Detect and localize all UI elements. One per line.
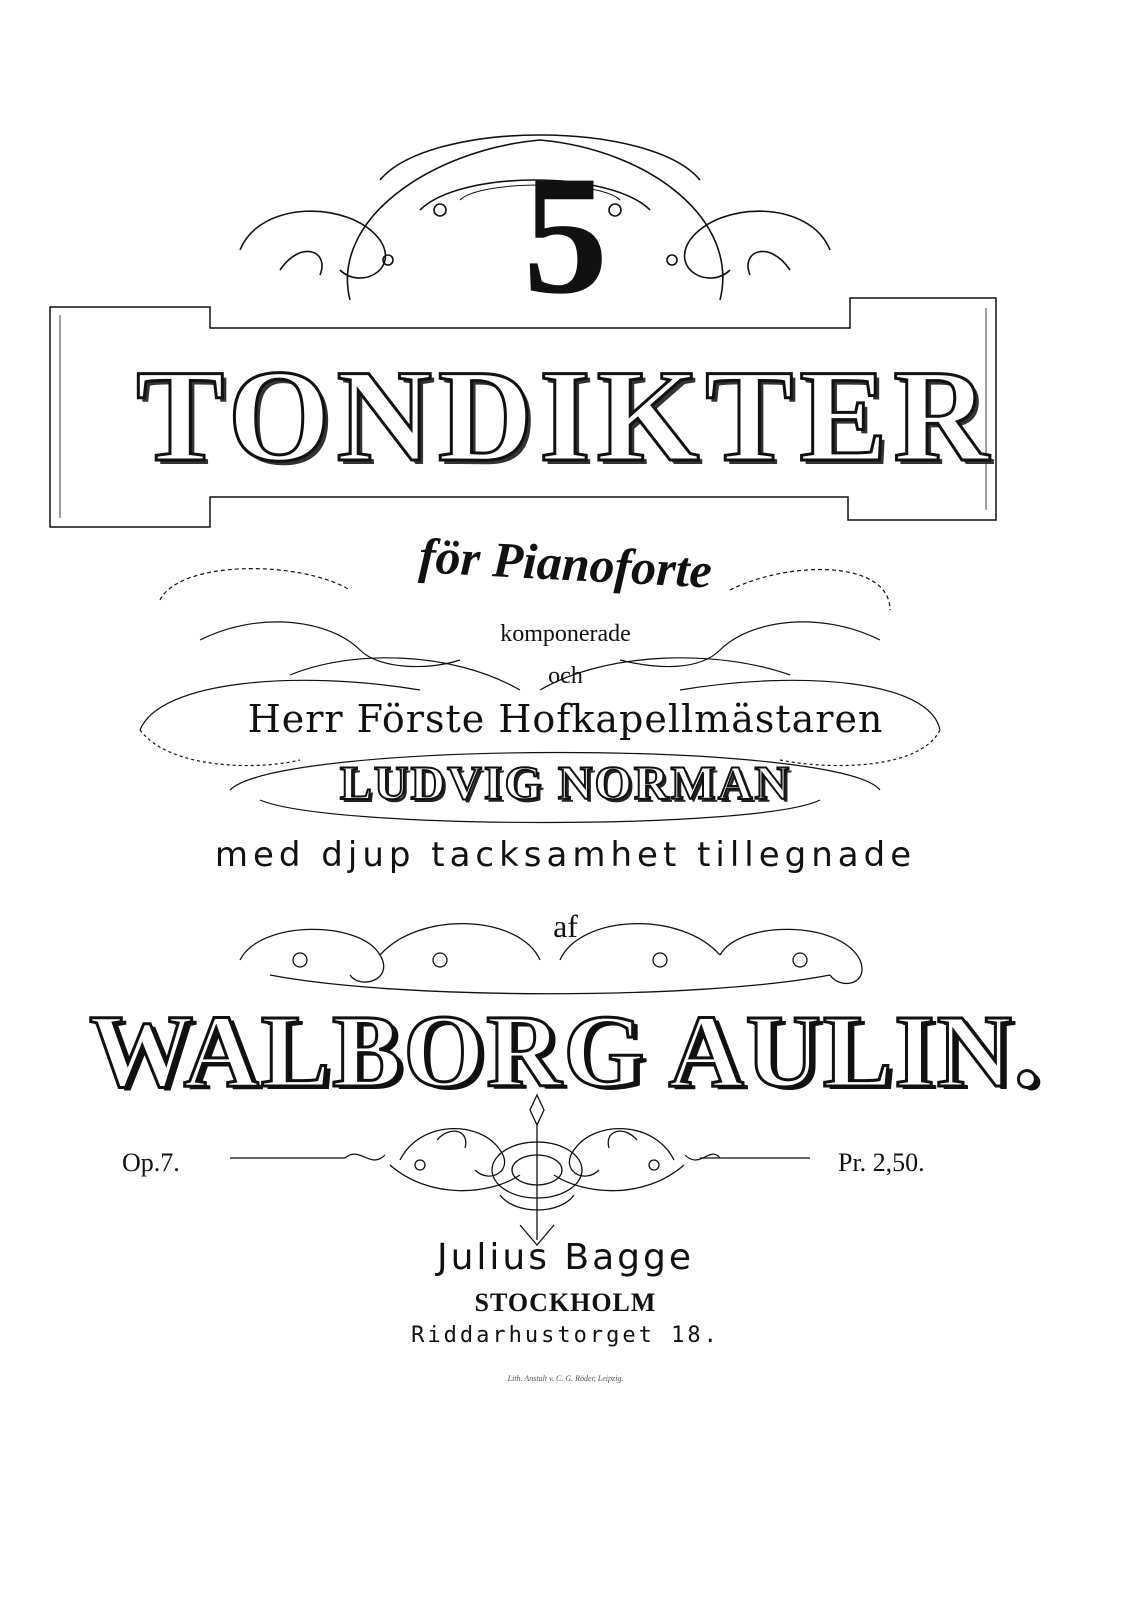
central-vignette-ornament — [390, 1095, 684, 1245]
dedication-text: med djup tacksamhet tillegnade — [214, 835, 917, 875]
dedicatee-name: LUDVIG NORMAN — [339, 757, 792, 810]
publisher-address: Riddarhustorget 18. — [411, 1323, 720, 1348]
instrument-subtitle: för Pianoforte — [417, 527, 714, 599]
by-text: af — [553, 908, 578, 944]
komponerade-text: komponerade — [500, 621, 631, 647]
title-number: 5 — [523, 141, 608, 329]
publisher-city: STOCKHOLM — [474, 1288, 657, 1317]
opus-number: Op.7. — [122, 1148, 180, 1177]
composer-name: WALBORG AULIN. — [89, 994, 1042, 1109]
page-title: TONDIKTER — [136, 342, 995, 489]
price: Pr. 2,50. — [838, 1148, 925, 1177]
lithographer-credit: Lith. Anstalt v. C. G. Röder, Leipzig. — [507, 1374, 624, 1383]
publisher-name: Julius Bagge — [436, 1237, 695, 1278]
dedicatee-title: Herr Förste Hofkapellmästaren — [247, 697, 884, 741]
och-text: och — [548, 663, 583, 689]
